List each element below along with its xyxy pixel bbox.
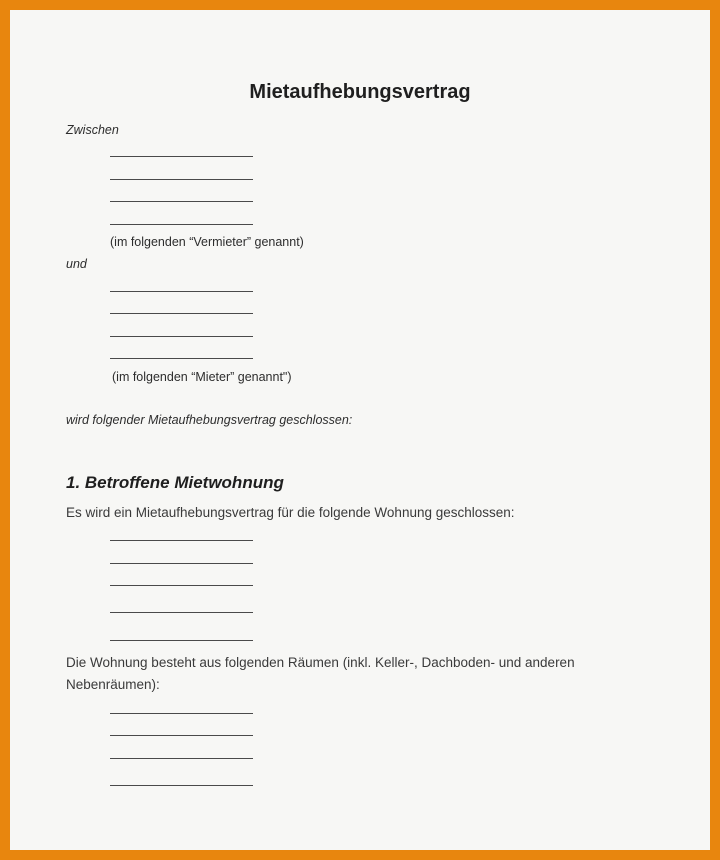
tenant-blank-line-4[interactable] [110, 358, 253, 359]
rooms-blank-line-3[interactable] [110, 758, 253, 759]
document-page [10, 10, 710, 850]
tenant-blank-line-3[interactable] [110, 336, 253, 337]
apartment-blank-line-3[interactable] [110, 585, 253, 586]
rooms-blank-line-4[interactable] [110, 785, 253, 786]
rooms-text-line-1: Die Wohnung besteht aus folgenden Räumen (inkl. Keller-, Dachboden- und anderen [66, 655, 575, 670]
and-label: und [66, 257, 87, 271]
landlord-blank-line-2[interactable] [110, 179, 253, 180]
rooms-blank-line-1[interactable] [110, 713, 253, 714]
between-label: Zwischen [66, 123, 119, 137]
document-title: Mietaufhebungsvertrag [249, 81, 471, 103]
rooms-text-line-2: Nebenräumen): [66, 677, 160, 692]
section-1-heading: 1. Betroffene Mietwohnung [66, 473, 284, 492]
tenant-note: (im folgenden “Mieter” genannt") [112, 370, 292, 384]
tenant-blank-line-1[interactable] [110, 291, 253, 292]
landlord-blank-line-4[interactable] [110, 224, 253, 225]
tenant-blank-line-2[interactable] [110, 313, 253, 314]
landlord-note: (im folgenden “Vermieter” genannt) [110, 235, 304, 249]
section-1-intro: Es wird ein Mietaufhebungsvertrag für die folgende Wohnung geschlossen: [66, 505, 515, 520]
landlord-blank-line-1[interactable] [110, 156, 253, 157]
apartment-blank-line-2[interactable] [110, 563, 253, 564]
apartment-blank-line-1[interactable] [110, 540, 253, 541]
landlord-blank-line-3[interactable] [110, 201, 253, 202]
rooms-blank-line-2[interactable] [110, 735, 253, 736]
apartment-blank-line-4[interactable] [110, 612, 253, 613]
concluded-text: wird folgender Mietaufhebungsvertrag geschlossen: [66, 413, 353, 427]
apartment-blank-line-5[interactable] [110, 640, 253, 641]
